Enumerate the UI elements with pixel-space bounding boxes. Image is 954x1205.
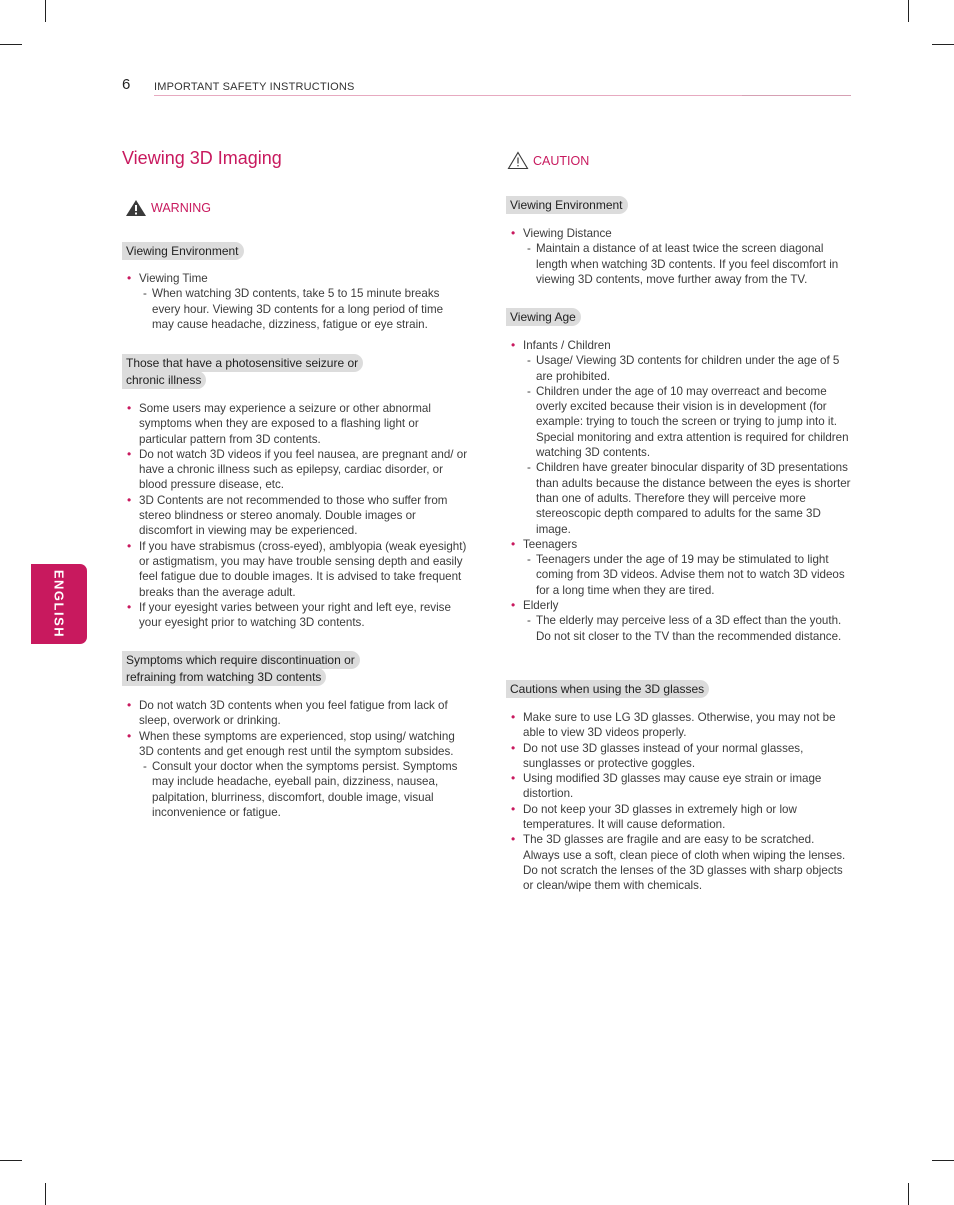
list-item: • Elderly - The elderly may perceive less of a 3D effect than the youth. Do not sit closer to the TV than the recommended distance. xyxy=(506,598,852,644)
caution-triangle-outline-icon xyxy=(507,151,529,170)
running-header: IMPORTANT SAFETY INSTRUCTIONS xyxy=(154,81,355,93)
list-item: • Using modified 3D glasses may cause eye strain or image distortion. xyxy=(506,771,852,802)
crop-mark xyxy=(45,1183,46,1205)
sub-item: - The elderly may perceive less of a 3D effect than the youth. Do not sit closer to the TV than the recommended distance. xyxy=(523,613,852,644)
caution-alert xyxy=(507,151,589,170)
warning-triangle-filled-icon xyxy=(125,199,147,217)
sub-item: - Children under the age of 10 may overreact and become overly excited because their vision is in development (for example: trying to touch the screen or trying to jump into it. Special monitoring and extra attention is required for children watching 3D contents. xyxy=(523,384,852,460)
list-item: • If your eyesight varies between your right and left eye, revise your eyesight prior to watching 3D contents. xyxy=(122,600,468,631)
section-body xyxy=(506,226,852,287)
list-item: • Do not use 3D glasses instead of your normal glasses, sunglasses or protective goggles. xyxy=(506,741,852,772)
sub-item: - Teenagers under the age of 19 may be stimulated to light coming from 3D videos. Advise them not to watch 3D videos for a long time when they are tired. xyxy=(523,552,852,598)
language-tab xyxy=(31,564,87,644)
crop-mark xyxy=(0,44,22,45)
section-heading: Cautions when using the 3D glasses xyxy=(506,680,709,698)
crop-mark xyxy=(45,0,46,22)
list-item: • Some users may experience a seizure or other abnormal symptoms when they are exposed to a flashing light or particular pattern from 3D contents. xyxy=(122,401,468,447)
header-rule-accent xyxy=(742,95,851,96)
list-item: • Do not keep your 3D glasses in extremely high or low temperatures. It will cause deformation. xyxy=(506,802,852,833)
list-item: • Viewing Distance - Maintain a distance of at least twice the screen diagonal length when watching 3D contents. If you feel discomfort in viewing 3D contents, move further away from the TV. xyxy=(506,226,852,287)
warning-alert xyxy=(125,199,211,217)
list-item: • The 3D glasses are fragile and are easy to be scratched. Always use a soft, clean piece of cloth when wiping the lenses. Do not scratch the lenses of the 3D glasses with sharp objects or clean/wipe them with chemicals. xyxy=(506,832,852,893)
caution-label: CAUTION xyxy=(533,153,590,168)
section-heading: refraining from watching 3D contents xyxy=(122,668,326,686)
list-item: • Teenagers - Teenagers under the age of 19 may be stimulated to light coming from 3D videos. Advise them not to watch 3D videos for a long time when they are tired. xyxy=(506,537,852,598)
section-heading: Viewing Environment xyxy=(122,242,244,260)
section-heading: Viewing Age xyxy=(506,308,581,326)
crop-mark xyxy=(932,1160,954,1161)
section-body xyxy=(506,338,852,644)
sub-item: - When watching 3D contents, take 5 to 15 minute breaks every hour. Viewing 3D contents for a long period of time may cause headache, dizziness, fatigue or eye strain. xyxy=(139,286,468,332)
list-item: • Do not watch 3D videos if you feel nausea, are pregnant and/ or have a chronic illness such as epilepsy, cardiac disorder, or blood pressure disease, etc. xyxy=(122,447,468,493)
section-body xyxy=(506,710,852,894)
crop-mark xyxy=(908,0,909,22)
language-tab-label: ENGLISH xyxy=(51,569,67,639)
list-item: • When these symptoms are experienced, stop using/ watching 3D contents and get enough rest until the symptom subsides. - Consult your doctor when the symptoms persist. Symptoms may include headache, eyeball pain, dizziness, nausea, palpitation, blurriness, discomfort, double image, visual inconvenience or fatigue. xyxy=(122,729,468,821)
list-item: • Do not watch 3D contents when you feel fatigue from lack of sleep, overwork or drinking. xyxy=(122,698,468,729)
section-heading: Symptoms which require discontinuation or xyxy=(122,651,360,669)
warning-label: WARNING xyxy=(151,201,211,215)
crop-mark xyxy=(908,1183,909,1205)
crop-mark xyxy=(0,1160,22,1161)
section-heading: Viewing Environment xyxy=(506,196,628,214)
list-item: • If you have strabismus (cross-eyed), amblyopia (weak eyesight) or astigmatism, you may have trouble sensing depth and easily feel fatigue due to double images. It is advised to take frequent breaks than the average adult. xyxy=(122,539,468,600)
page-number: 6 xyxy=(122,76,131,93)
sub-item: - Usage/ Viewing 3D contents for children under the age of 5 are prohibited. xyxy=(523,353,852,384)
list-item: • Infants / Children - Usage/ Viewing 3D contents for children under the age of 5 are prohibited. - Children under the age of 10 may overreact and become overly excited because their vision is in development (for example: trying to touch the screen or trying to jump into it. Special monitoring and extra attention is required for children watching 3D contents. - Children have greater binocular disparity of 3D presentations than adults because the distance between the eyes is shorter than one of adults. Therefore they will perceive more stereoscopic depth compared to adults for the same 3D image. xyxy=(506,338,852,537)
section-body xyxy=(122,271,468,332)
section-body xyxy=(122,698,468,820)
sub-item: - Children have greater binocular disparity of 3D presentations than adults because the distance between the eyes is shorter than one of adults. Therefore they will perceive more stereoscopic depth compared to adults for the same 3D image. xyxy=(523,460,852,536)
page-title: Viewing 3D Imaging xyxy=(122,148,282,168)
list-item: • Viewing Time - When watching 3D contents, take 5 to 15 minute breaks every hour. Viewing 3D contents for a long period of time may cause headache, dizziness, fatigue or eye strain. xyxy=(122,271,468,332)
list-item: • 3D Contents are not recommended to those who suffer from stereo blindness or stereo anomaly. Double images or discomfort in viewing may be experienced. xyxy=(122,493,468,539)
section-heading: chronic illness xyxy=(122,371,206,389)
crop-mark xyxy=(932,44,954,45)
section-heading: Those that have a photosensitive seizure or xyxy=(122,354,363,372)
section-body xyxy=(122,401,468,630)
sub-item: - Maintain a distance of at least twice the screen diagonal length when watching 3D contents. If you feel discomfort in viewing 3D contents, move further away from the TV. xyxy=(523,241,852,287)
list-item: • Make sure to use LG 3D glasses. Otherwise, you may not be able to view 3D videos properly. xyxy=(506,710,852,741)
sub-item: - Consult your doctor when the symptoms persist. Symptoms may include headache, eyeball pain, dizziness, nausea, palpitation, blurriness, discomfort, double image, visual inconvenience or fatigue. xyxy=(139,759,468,820)
